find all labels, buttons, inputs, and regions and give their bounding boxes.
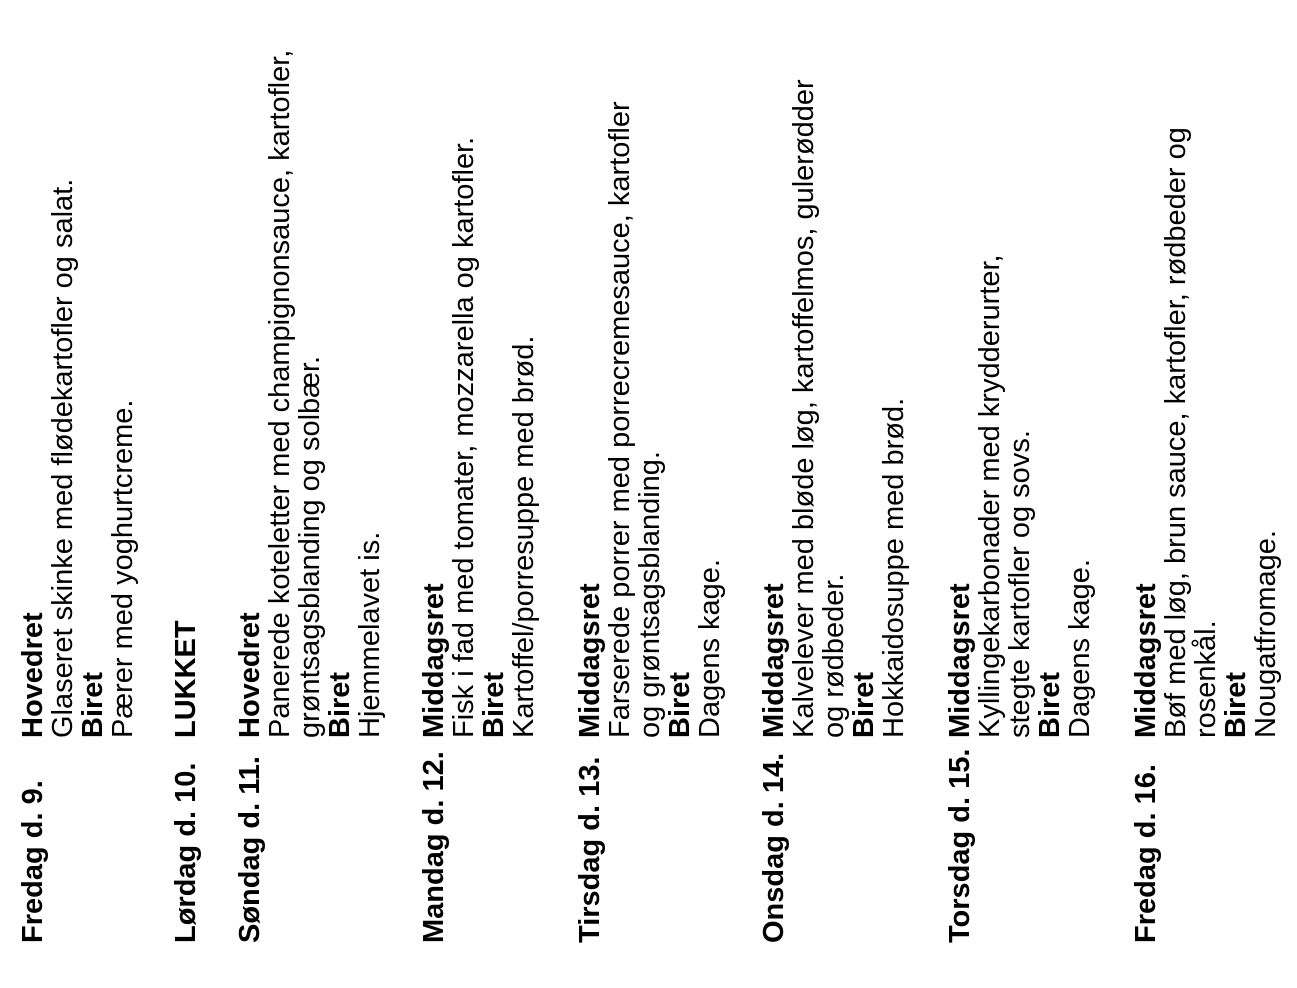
dish-list (18, 18, 138, 738)
dish-list (235, 18, 385, 738)
dish-text: stegte kartofler og sovs. (1004, 430, 1036, 738)
dish-text: og grøntsagsblanding. (634, 451, 666, 738)
course-heading: Middagsret (758, 583, 790, 738)
course-heading: Biret (478, 671, 510, 738)
day-label: Fredag d. 16. (1130, 764, 1162, 943)
dish-list (759, 18, 909, 738)
course-heading: Hovedret (234, 612, 266, 738)
day-label: Onsdag d. 14. (758, 752, 790, 943)
course-heading: Biret (1220, 671, 1252, 738)
dish-text: Nougatfromage. (1250, 530, 1282, 738)
course-heading: Middagsret (1130, 583, 1162, 738)
dish-text: Fisk i fad med tomater, mozzarella og kartofler. (448, 136, 480, 738)
day-label: Fredag d. 9. (17, 780, 49, 943)
course-heading: Biret (664, 671, 696, 738)
dish-text: Dagens kage. (694, 559, 726, 738)
course-heading: Hovedret (17, 612, 49, 738)
closed-label: LUKKET (170, 620, 202, 738)
dish-text: Hokkaidosuppe med brød. (878, 397, 910, 738)
dish-text: Panerede koteletter med champignonsauce, kartofler, (264, 49, 296, 738)
dish-list (945, 18, 1095, 738)
dish-list (171, 18, 201, 738)
dish-text: Kyllingekarbonader med krydderurter, (974, 254, 1006, 738)
dish-text: Glaseret skinke med flødekartofler og salat. (47, 178, 79, 738)
dish-text: grøntsagsblanding og solbær. (294, 355, 326, 738)
day-label: Torsdag d. 15. (944, 748, 976, 943)
day-label: Tirsdag d. 13. (574, 756, 606, 943)
dish-text: rosenkål. (1190, 620, 1222, 738)
day-label: Mandag d. 12. (418, 751, 450, 943)
course-heading: Biret (848, 671, 880, 738)
day-label: Lørdag d. 10. (170, 762, 202, 943)
dish-text: Pærer med yoghurtcreme. (107, 399, 139, 738)
dish-text: Bøf med løg, brun sauce, kartofler, rødbeder og (1160, 127, 1192, 738)
course-heading: Middagsret (418, 583, 450, 738)
dish-text: Kartoffel/porresuppe med brød. (508, 335, 540, 738)
course-heading: Biret (1034, 671, 1066, 738)
course-heading: Middagsret (574, 583, 606, 738)
dish-list (575, 18, 725, 738)
course-heading: Biret (324, 671, 356, 738)
dish-text: Dagens kage. (1064, 559, 1096, 738)
dish-text: Farserede porrer med porrecremesauce, kartofler (604, 101, 636, 738)
dish-list (419, 18, 539, 738)
dish-text: Hjemmelavet is. (354, 531, 386, 738)
course-heading: Biret (77, 671, 109, 738)
dish-text: og rødbeder. (818, 573, 850, 738)
dish-text: Kalvelever med bløde løg, kartoffelmos, gulerødder (788, 79, 820, 738)
day-label: Søndag d. 11. (234, 756, 266, 943)
course-heading: Middagsret (944, 583, 976, 738)
dish-list (1131, 18, 1281, 738)
